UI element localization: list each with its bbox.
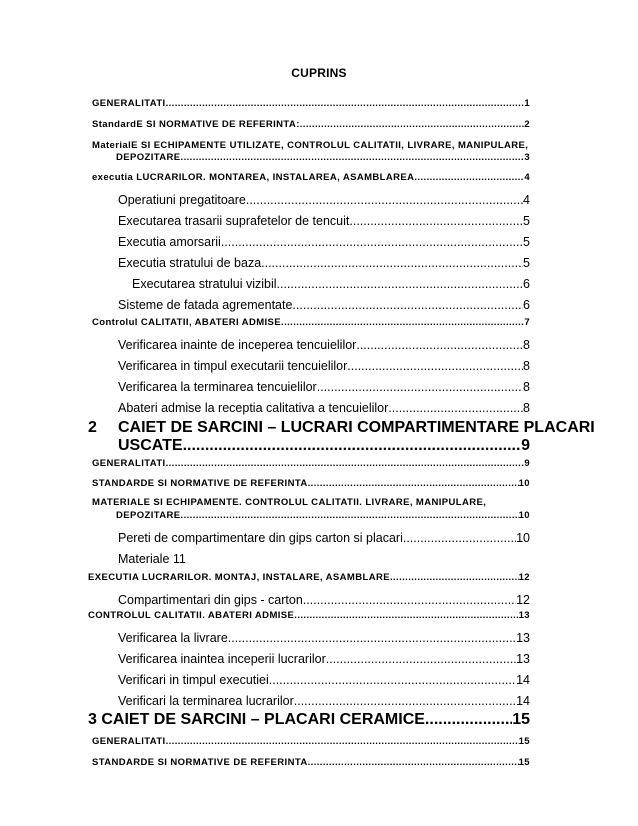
toc-leader-dots (308, 478, 519, 489)
toc-leader-dots (326, 652, 516, 666)
toc-entry-text: Pereti de compartimentare din gips carton si placari (118, 531, 403, 545)
toc-leader-dots (281, 317, 524, 328)
toc-entry-trasare[interactable] (118, 214, 530, 228)
toc-leader-dots (181, 510, 519, 521)
toc-entry-text: STANDARDE SI NORMATIVE DE REFERINTA (92, 478, 308, 489)
toc-entry-text: STANDARDE SI NORMATIVE DE REFERINTA (92, 757, 308, 768)
toc-leader-dots (246, 193, 523, 207)
toc-entry-text: GENERALITATI (92, 458, 166, 469)
toc-entry-text: Abateri admise la receptia calitativa a tencuielilor (118, 401, 389, 415)
toc-entry-operatiuni[interactable] (118, 193, 530, 207)
toc-leader-dots (317, 380, 523, 394)
toc-leader-dots (349, 214, 523, 228)
toc-entry-text: Verificarea la livrare (118, 631, 228, 645)
toc-entry-materiale-line1: MaterialE SI ECHIPAMENTE UTILIZATE, CONTROLUL CALITATII, LIVRARE, MANIPULARE, (92, 140, 529, 151)
toc-entry-page: 14 (516, 673, 530, 687)
toc-entry-materiale-11[interactable] (118, 552, 530, 566)
toc-leader-dots (292, 298, 523, 312)
toc-entry-text: Executarea trasarii suprafetelor de tencuit (118, 214, 350, 228)
toc-leader-dots (356, 338, 523, 352)
toc-entry-verificare-timpul[interactable] (118, 359, 530, 373)
toc-entry-materiale[interactable] (116, 152, 530, 163)
toc-entry-page: 4 (523, 193, 530, 207)
toc-entry-page: 13 (518, 610, 530, 621)
toc-entry-page: 3 (524, 152, 530, 163)
toc-leader-dots (183, 437, 522, 455)
toc-entry-executia[interactable] (92, 172, 530, 183)
toc-entry-verificari-terminare[interactable] (118, 694, 530, 708)
toc-entry-text: Controlul CALITATII, ABATERI ADMISE (92, 317, 282, 328)
toc-entry-page: 8 (523, 338, 530, 352)
toc-entry-page: 5 (523, 214, 530, 228)
toc-entry-text: USCATE (118, 437, 183, 454)
toc-entry-text: Verificari in timpul executiei (118, 673, 269, 687)
toc-entry-page: 12 (516, 593, 530, 607)
toc-entry-verificare-livrare[interactable] (118, 631, 530, 645)
toc-leader-dots (414, 172, 524, 183)
toc-entry-verificare-inaintea[interactable] (118, 652, 530, 666)
toc-entry-page: 15 (518, 757, 530, 768)
toc-entry-page: 2 (524, 119, 530, 130)
toc-entry-text: Verificarea inainte de inceperea tencuielilor (118, 338, 357, 352)
toc-entry-page: 4 (524, 172, 530, 183)
toc-leader-dots (269, 673, 516, 687)
toc-entry-text: Verificari la terminarea lucrarilor (118, 694, 294, 708)
toc-entry-compartimentari[interactable] (118, 593, 530, 607)
toc-entry-generalitati[interactable] (92, 98, 530, 109)
toc-leader-dots (261, 256, 523, 270)
toc-entry-text: DEPOZITARE (116, 510, 181, 521)
toc-entry-page: 13 (516, 631, 530, 645)
toc-leader-dots (303, 593, 516, 607)
toc-entry-text: Verificarea la terminarea tencuielilor (118, 380, 317, 394)
toc-entry-text: Executia amorsarii (118, 235, 221, 249)
toc-chapter-2[interactable] (118, 437, 530, 455)
toc-entry-pereti[interactable] (118, 531, 530, 545)
toc-entry-standarde-2[interactable] (92, 478, 530, 489)
toc-entry-page: 8 (523, 380, 530, 394)
toc-entry-page: 15 (518, 736, 530, 747)
toc-leader-dots (166, 98, 525, 109)
toc-entry-text: 3 CAIET DE SARCINI – PLACARI CERAMICE (88, 711, 425, 728)
toc-entry-verificari-timpul[interactable] (118, 673, 530, 687)
toc-entry-executia-2[interactable] (88, 572, 530, 583)
toc-entry-page: 10 (516, 531, 530, 545)
toc-entry-verificare-terminare[interactable] (118, 380, 530, 394)
toc-entry-text: Verificarea inaintea inceperii lucrarilor (118, 652, 326, 666)
toc-leader-dots (166, 736, 519, 747)
toc-entry-page: 8 (523, 359, 530, 373)
toc-entry-page: 5 (523, 235, 530, 249)
toc-entry-verificare-inainte[interactable] (118, 338, 530, 352)
toc-entry-materiale-2[interactable] (116, 510, 530, 521)
toc-leader-dots (181, 152, 525, 163)
toc-entry-text: Sisteme de fatada agrementate (118, 298, 293, 312)
toc-leader-dots (347, 359, 523, 373)
toc-entry-page: 10 (518, 510, 530, 521)
toc-chapter-number: 2 (88, 419, 97, 436)
toc-entry-page: 9 (524, 458, 530, 469)
toc-entry-text: GENERALITATI (92, 736, 166, 747)
toc-entry-page: 14 (516, 694, 530, 708)
toc-leader-dots (308, 757, 519, 768)
toc-leader-dots (425, 711, 512, 729)
toc-chapter-3[interactable] (88, 711, 530, 729)
toc-entry-page: 5 (523, 256, 530, 270)
toc-entry-text: Executia stratului de baza (118, 256, 262, 270)
toc-chapter-2-line1: CAIET DE SARCINI – LUCRARI COMPARTIMENTARE PLACARI (118, 419, 595, 436)
toc-entry-page: 1 (524, 98, 530, 109)
toc-leader-dots (388, 401, 523, 415)
toc-entry-strat-vizibil[interactable] (132, 277, 530, 291)
toc-entry-text: Materiale 11 (118, 552, 186, 566)
toc-entry-page: 13 (516, 652, 530, 666)
toc-entry-text: executia LUCRARILOR. MONTAREA, INSTALAREA, ASAMBLAREA (92, 172, 415, 183)
toc-entry-page: 12 (518, 572, 530, 583)
toc-entry-text: Verificarea in timpul executarii tencuielilor (118, 359, 348, 373)
toc-entry-text: Compartimentari din gips - carton (118, 593, 303, 607)
toc-entry-text: Executarea stratului vizibil (132, 277, 277, 291)
toc-entry-abateri-admise[interactable] (118, 401, 530, 415)
toc-entry-strat-baza[interactable] (118, 256, 530, 270)
toc-leader-dots (300, 119, 525, 130)
toc-entry-controlul[interactable] (92, 317, 530, 328)
toc-entry-text: GENERALITATI (92, 98, 166, 109)
toc-entry-sisteme-fatada[interactable] (118, 298, 530, 312)
toc-entry-generalitati-3[interactable] (92, 736, 530, 747)
toc-entry-page: 7 (524, 317, 530, 328)
toc-entry-text: EXECUTIA LUCRARILOR. MONTAJ, INSTALARE, ASAMBLARE (88, 572, 390, 583)
toc-entry-page: 15 (512, 711, 530, 728)
toc-leader-dots (221, 235, 523, 249)
toc-entry-standarde-3[interactable] (92, 757, 530, 768)
toc-entry-amorsare[interactable] (118, 235, 530, 249)
toc-entry-page: 9 (521, 437, 530, 454)
toc-entry-page: 8 (523, 401, 530, 415)
toc-leader-dots (390, 572, 519, 583)
toc-entry-page: 6 (523, 298, 530, 312)
toc-leader-dots (294, 694, 516, 708)
toc-leader-dots (166, 458, 525, 469)
toc-leader-dots (403, 531, 516, 545)
page-title: CUPRINS (291, 66, 347, 80)
toc-entry-materiale-2-line1: MATERIALE SI ECHIPAMENTE. CONTROLUL CALITATII. LIVRARE, MANIPULARE, (92, 497, 487, 508)
toc-entry-page: 10 (518, 478, 530, 489)
toc-entry-page: 6 (523, 277, 530, 291)
toc-entry-generalitati-2[interactable] (92, 458, 530, 469)
toc-entry-text: Operatiuni pregatitoare (118, 193, 246, 207)
toc-entry-standarde[interactable] (92, 119, 530, 130)
toc-entry-controlul-2[interactable] (88, 610, 530, 621)
toc-leader-dots (228, 631, 516, 645)
toc-leader-dots (294, 610, 518, 621)
toc-leader-dots (277, 277, 524, 291)
toc-entry-text: StandardE SI NORMATIVE DE REFERINTA: (92, 119, 300, 130)
toc-entry-text: DEPOZITARE (116, 152, 181, 163)
toc-entry-text: CONTROLUL CALITATII. ABATERI ADMISE (88, 610, 295, 621)
